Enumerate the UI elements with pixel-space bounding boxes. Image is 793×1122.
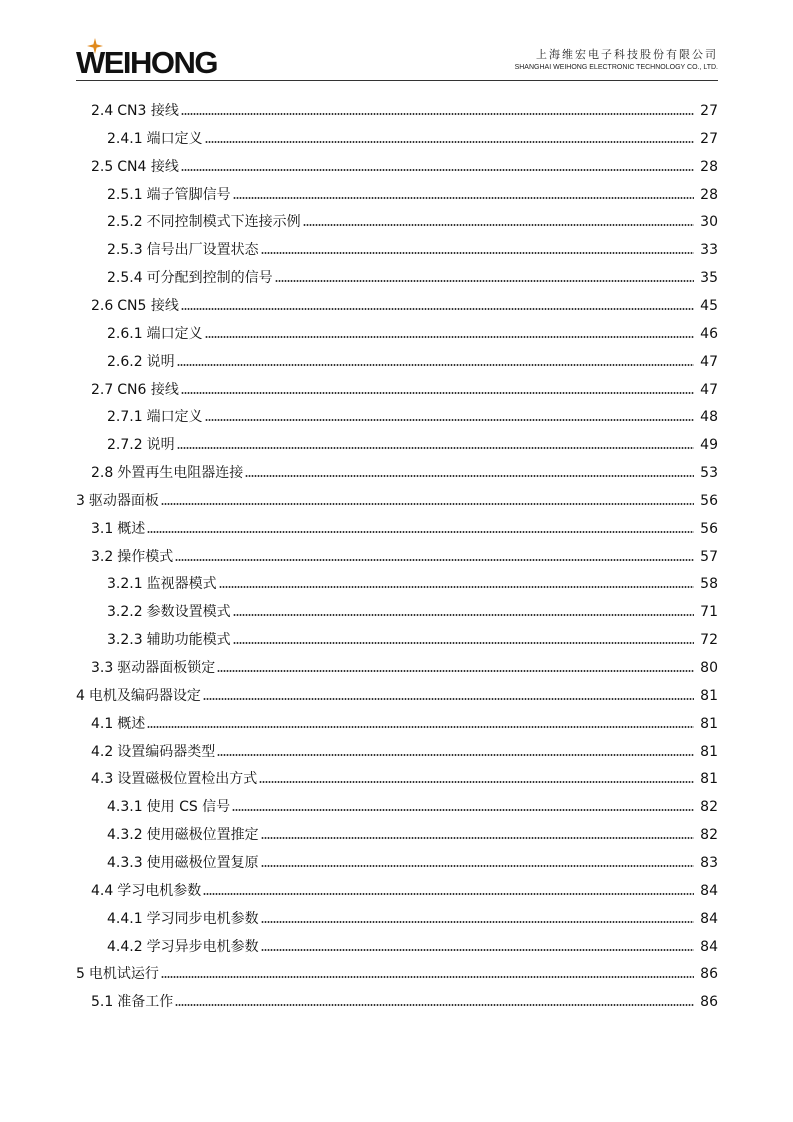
toc-entry-title: 说明 <box>146 353 175 370</box>
toc-entry-page: 84 <box>700 938 718 955</box>
toc-entry[interactable] <box>107 238 718 260</box>
toc-entry-page: 86 <box>700 966 718 983</box>
toc-entry-number: 2.6.1 <box>107 325 143 342</box>
toc-entry-page: 58 <box>700 576 718 593</box>
toc-entry-number: 4.2 <box>91 743 114 760</box>
toc-entry[interactable] <box>76 489 718 511</box>
toc-entry-title: 准备工作 <box>117 994 174 1011</box>
toc-entry-page: 46 <box>700 325 718 342</box>
toc-entry[interactable] <box>107 572 718 594</box>
toc-entry-page: 81 <box>700 743 718 760</box>
toc-entry[interactable] <box>107 433 718 455</box>
toc-entry-number: 3.2.1 <box>107 576 143 593</box>
toc-entry-page: 83 <box>700 854 718 871</box>
toc-leader-dots <box>233 613 694 617</box>
toc-leader-dots <box>261 920 694 924</box>
toc-entry-page: 49 <box>700 437 718 454</box>
toc-leader-dots <box>303 223 694 227</box>
toc-entry-page: 84 <box>700 910 718 927</box>
toc-entry-title: 概述 <box>117 520 146 537</box>
toc-entry-title: 使用磁极位置推定 <box>146 827 259 844</box>
toc-entry-number: 4.3.2 <box>107 827 143 844</box>
toc-entry[interactable] <box>91 294 718 316</box>
toc-entry-title: 设置编码器类型 <box>117 743 216 760</box>
toc-entry-title: 使用磁极位置复原 <box>146 854 259 871</box>
toc-entry-title: 可分配到控制的信号 <box>146 270 273 287</box>
toc-entry-title: CN3 接线 <box>117 103 179 119</box>
toc-entry[interactable] <box>107 127 718 149</box>
toc-leader-dots <box>181 168 694 172</box>
toc-entry[interactable] <box>91 517 718 539</box>
toc-leader-dots <box>147 725 694 729</box>
toc-entry[interactable] <box>107 628 718 650</box>
toc-leader-dots <box>217 753 694 757</box>
toc-entry-page: 56 <box>700 492 718 509</box>
toc-entry-page: 28 <box>700 186 718 203</box>
toc-entry-page: 53 <box>700 465 718 482</box>
toc-entry-title: 监视器模式 <box>146 576 217 593</box>
company-name-en: SHANGHAI WEIHONG ELECTRONIC TECHNOLOGY CO., LTD. <box>514 64 718 71</box>
toc-entry-number: 3 <box>76 492 85 509</box>
toc-entry-number: 2.5 <box>91 158 114 175</box>
toc-entry-number: 3.2 <box>91 548 114 565</box>
toc-entry[interactable] <box>91 990 718 1012</box>
toc-entry-title: 说明 <box>146 437 175 454</box>
toc-leader-dots <box>161 502 694 506</box>
toc-leader-dots <box>261 251 694 255</box>
company-name-cn: 上海维宏电子科技股份有限公司 <box>536 48 718 61</box>
toc-entry-number: 3.2.3 <box>107 632 143 649</box>
toc-entry[interactable] <box>107 907 718 929</box>
toc-entry-number: 2.8 <box>91 465 114 482</box>
toc-entry[interactable] <box>107 823 718 845</box>
toc-entry-page: 71 <box>700 604 718 621</box>
toc-entry-title: 不同控制模式下连接示例 <box>146 214 301 231</box>
toc-leader-dots <box>217 669 694 673</box>
toc-entry[interactable] <box>91 767 718 789</box>
toc-entry-number: 4.4 <box>91 882 114 899</box>
toc-entry-title: 端口定义 <box>146 325 203 342</box>
toc-entry[interactable] <box>91 155 718 177</box>
toc-leader-dots <box>181 112 694 116</box>
toc-entry-number: 2.5.4 <box>107 270 143 287</box>
toc-entry[interactable] <box>91 99 718 121</box>
toc-entry-page: 84 <box>700 882 718 899</box>
toc-entry-number: 2.5.2 <box>107 214 143 231</box>
toc-entry-page: 27 <box>700 130 718 147</box>
toc-leader-dots <box>232 808 694 812</box>
toc-entry-number: 3.1 <box>91 520 114 537</box>
toc-entry-page: 27 <box>700 103 718 119</box>
toc-entry-page: 30 <box>700 214 718 231</box>
toc-entry-page: 35 <box>700 270 718 287</box>
toc-entry-title: 辅助功能模式 <box>146 632 231 649</box>
toc-entry-number: 4.3.3 <box>107 854 143 871</box>
toc-entry-number: 3.3 <box>91 660 114 676</box>
toc-entry-page: 57 <box>700 548 718 565</box>
toc-entry-number: 5.1 <box>91 994 114 1011</box>
toc-entry-number: 4.3.1 <box>107 799 143 816</box>
toc-entry[interactable] <box>107 183 718 205</box>
toc-entry[interactable] <box>107 266 718 288</box>
toc-leader-dots <box>177 446 694 450</box>
toc-entry-page: 82 <box>700 827 718 844</box>
toc-entry-page: 48 <box>700 409 718 426</box>
toc-entry[interactable] <box>91 879 718 901</box>
toc-entry[interactable] <box>91 712 718 734</box>
toc-entry-page: 47 <box>700 353 718 370</box>
toc-entry-number: 3.2.2 <box>107 604 143 621</box>
toc-leader-dots <box>233 641 694 645</box>
toc-entry-number: 2.5.1 <box>107 186 143 203</box>
toc-entry-title: 参数设置模式 <box>146 604 231 621</box>
page-header <box>76 38 718 82</box>
toc-entry-title: 端子管脚信号 <box>146 186 231 203</box>
logo-text: WEIHONG <box>76 45 218 80</box>
toc-entry-number: 4.4.2 <box>107 938 143 955</box>
toc-leader-dots <box>261 948 694 952</box>
toc-entry-number: 2.7.2 <box>107 437 143 454</box>
toc-leader-dots <box>275 279 694 283</box>
toc-entry-title: 设置磁极位置检出方式 <box>117 771 258 788</box>
toc-entry-number: 2.6 <box>91 297 114 314</box>
toc-entry-page: 81 <box>700 715 718 732</box>
toc-entry-title: 外置再生电阻器连接 <box>117 465 244 482</box>
toc-entry-title: 操作模式 <box>117 548 174 565</box>
toc-entry-page: 28 <box>700 158 718 175</box>
toc-entry-number: 4.4.1 <box>107 910 143 927</box>
toc-entry-page: 80 <box>700 660 718 676</box>
toc-entry[interactable] <box>91 545 718 567</box>
toc-entry-page: 72 <box>700 632 718 649</box>
toc-leader-dots <box>259 780 694 784</box>
toc-entry-page: 47 <box>700 381 718 398</box>
header-divider <box>76 80 718 81</box>
toc-entry[interactable] <box>107 795 718 817</box>
toc-entry[interactable] <box>107 210 718 232</box>
toc-entry[interactable] <box>107 935 718 957</box>
toc-leader-dots <box>147 530 694 534</box>
toc-leader-dots <box>205 418 694 422</box>
toc-leader-dots <box>181 307 694 311</box>
company-name <box>515 48 718 74</box>
toc-entry-number: 2.5.3 <box>107 242 143 259</box>
toc-entry-title: 概述 <box>117 715 146 732</box>
toc-entry-title: 使用 CS 信号 <box>146 799 231 816</box>
toc-leader-dots <box>205 335 694 339</box>
toc-leader-dots <box>261 864 694 868</box>
toc-entry-page: 82 <box>700 799 718 816</box>
toc-entry-number: 4 <box>76 687 85 704</box>
toc-entry-page: 45 <box>700 297 718 314</box>
toc-leader-dots <box>219 585 694 589</box>
toc-entry-number: 5 <box>76 966 85 983</box>
toc-entry-title: 学习同步电机参数 <box>146 910 259 927</box>
toc-entry[interactable] <box>107 350 718 372</box>
toc-entry[interactable] <box>107 405 718 427</box>
toc-entry[interactable] <box>76 684 718 706</box>
toc-entry-title: CN6 接线 <box>117 381 179 398</box>
toc-entry-title: 学习异步电机参数 <box>146 938 259 955</box>
toc-leader-dots <box>177 363 694 367</box>
toc-leader-dots <box>245 474 694 478</box>
toc-leader-dots <box>175 1003 694 1007</box>
toc-entry-title: CN5 接线 <box>117 297 179 314</box>
toc-entry-number: 2.4 <box>91 103 114 119</box>
toc-entry[interactable] <box>107 600 718 622</box>
toc-entry[interactable] <box>107 851 718 873</box>
toc-leader-dots <box>161 975 694 979</box>
toc-entry-page: 56 <box>700 520 718 537</box>
toc-entry-title: 端口定义 <box>146 130 203 147</box>
toc-leader-dots <box>175 558 694 562</box>
toc-entry-title: 电机及编码器设定 <box>88 687 201 704</box>
toc-leader-dots <box>181 391 694 395</box>
toc-entry-number: 2.6.2 <box>107 353 143 370</box>
toc-entry[interactable] <box>107 322 718 344</box>
toc-entry-number: 4.1 <box>91 715 114 732</box>
toc-leader-dots <box>205 140 694 144</box>
toc-entry-page: 81 <box>700 687 718 704</box>
toc-entry-number: 2.4.1 <box>107 130 143 147</box>
toc-entry-number: 2.7 <box>91 381 114 398</box>
toc-entry[interactable] <box>91 656 718 678</box>
toc-entry-page: 81 <box>700 771 718 788</box>
toc-entry-page: 86 <box>700 994 718 1011</box>
toc-entry-title: 信号出厂设置状态 <box>146 242 259 259</box>
toc-entry-title: 电机试运行 <box>88 966 159 983</box>
toc-leader-dots <box>203 892 694 896</box>
toc-leader-dots <box>203 697 694 701</box>
toc-entry-title: 端口定义 <box>146 409 203 426</box>
toc-entry[interactable] <box>91 740 718 762</box>
toc-entry-title: 驱动器面板 <box>88 492 159 509</box>
toc-entry-title: 驱动器面板锁定 <box>117 660 216 676</box>
toc-entry-title: CN4 接线 <box>117 158 179 175</box>
toc-entry-title: 学习电机参数 <box>117 882 202 899</box>
toc-leader-dots <box>261 836 694 840</box>
toc-entry[interactable] <box>91 461 718 483</box>
toc-leader-dots <box>233 196 694 200</box>
toc-entry[interactable] <box>76 962 718 984</box>
toc-entry-number: 2.7.1 <box>107 409 143 426</box>
toc-entry[interactable] <box>91 378 718 400</box>
toc-entry-number: 4.3 <box>91 771 114 788</box>
toc-entry-page: 33 <box>700 242 718 259</box>
